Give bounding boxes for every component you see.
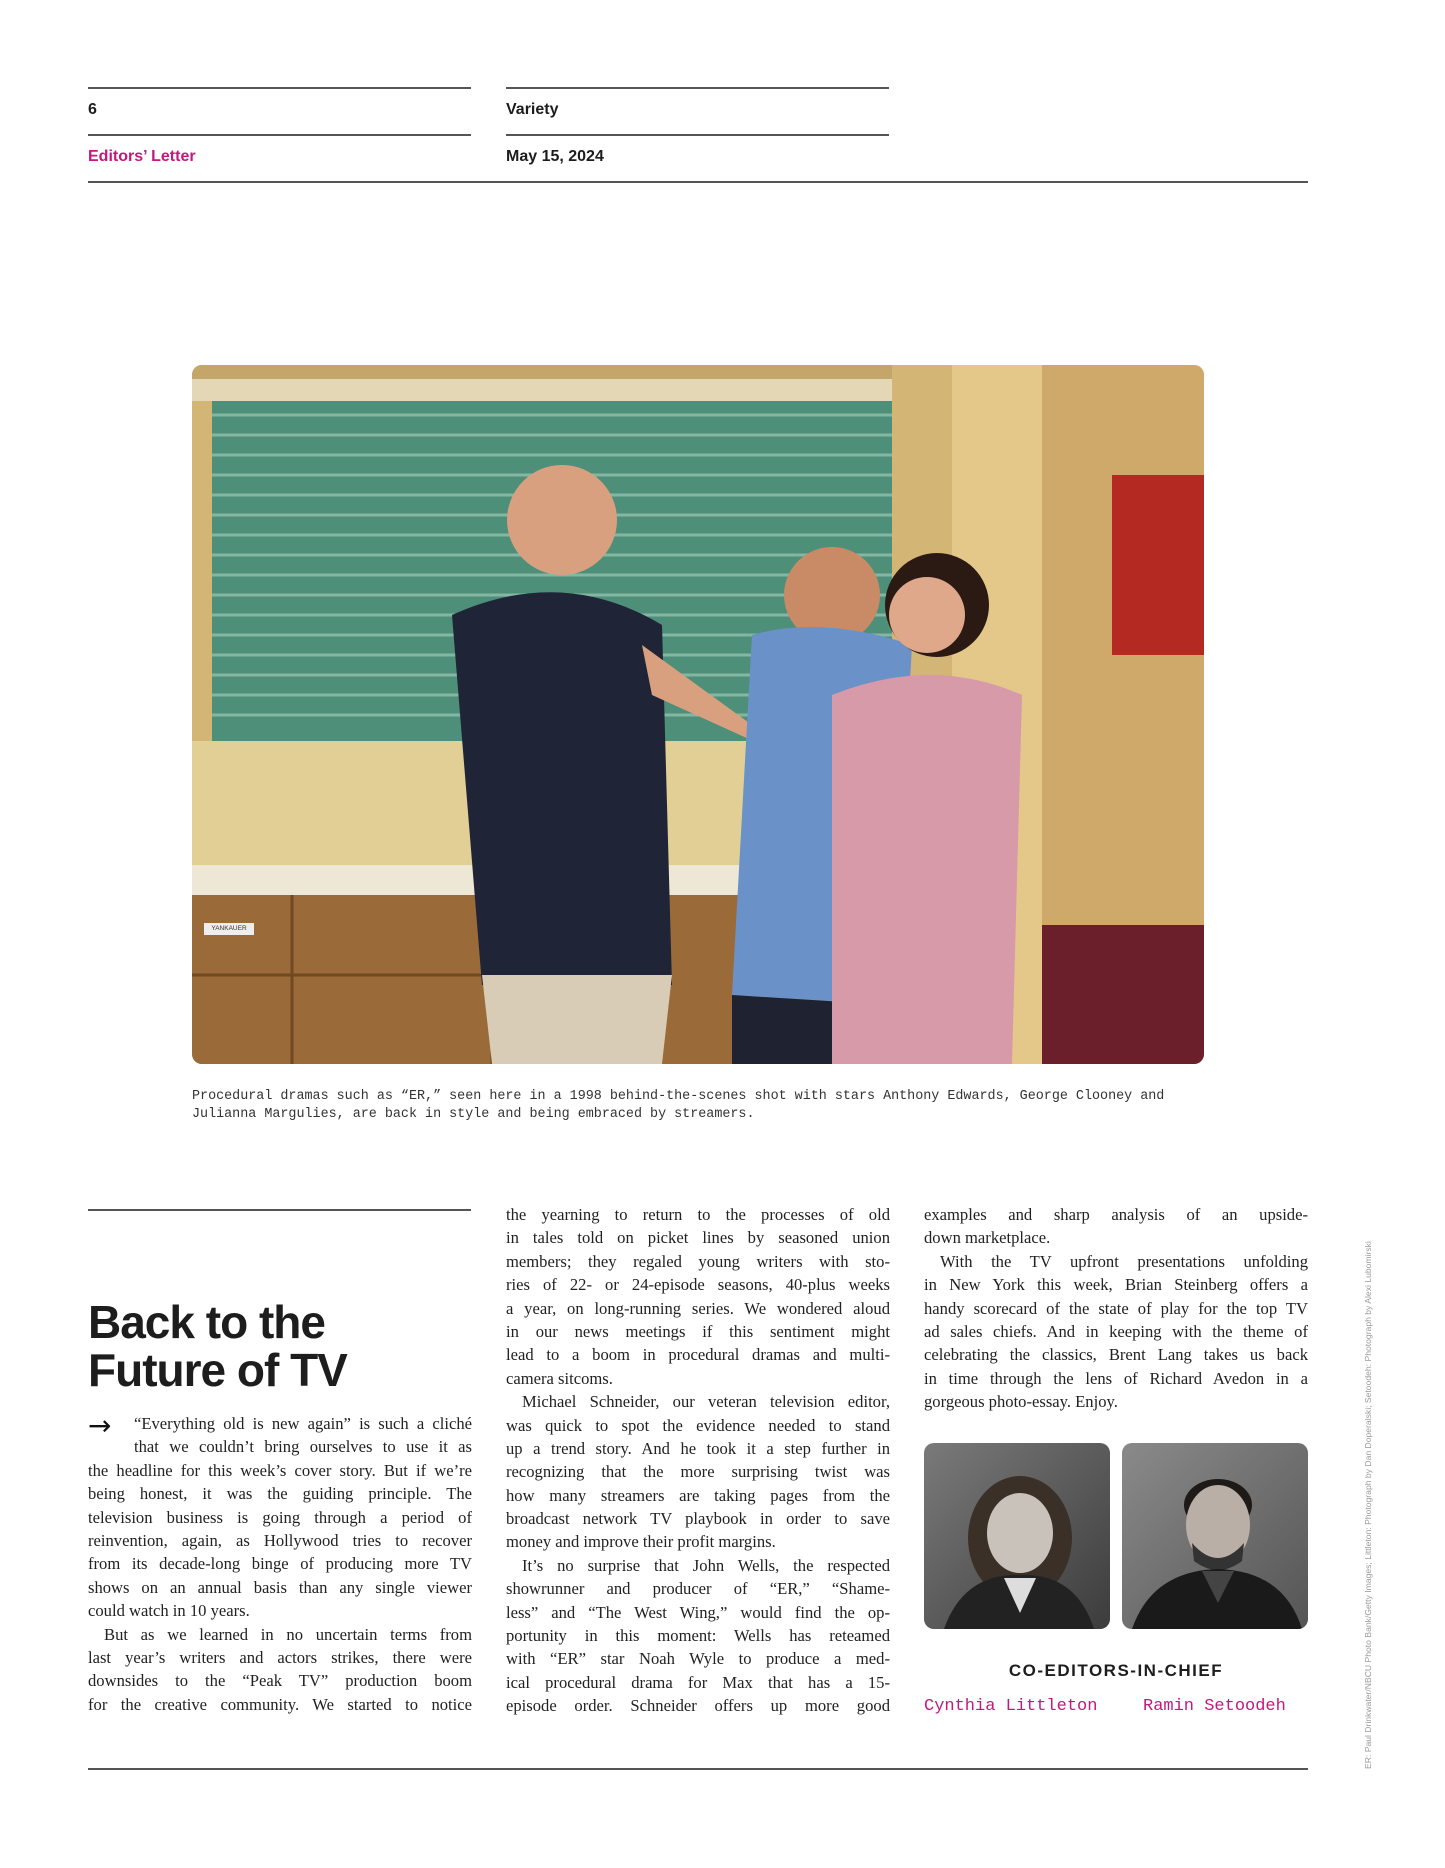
article-line: money and improve their profit margins.	[506, 1532, 776, 1552]
article-line: shows on an annual basis than any single viewer	[88, 1577, 472, 1597]
article-line: celebrating the classics, Brent Lang takes us back	[924, 1345, 1308, 1365]
article-line: in our news meetings if this sentiment might	[506, 1321, 890, 1341]
article-line: downsides to the “Peak TV” production boom	[88, 1671, 472, 1691]
photo-credit: ER: Paul Drinkwater/NBCU Photo Bank/Getty Images; Littleton: Photograph by Dan Doperalski; Setoodeh: Photograph by Alexi Lubomirski	[1363, 1241, 1373, 1769]
article-line: recognizing that the more surprising twist was	[506, 1462, 890, 1482]
article-line: that we couldn’t bring ourselves to use it as	[134, 1437, 472, 1457]
article-line: members; they regaled young writers with sto-	[506, 1251, 890, 1271]
article-line: the headline for this week’s cover story. But if we’re	[88, 1460, 472, 1480]
editor-name: Ramin Setoodeh	[1143, 1697, 1286, 1716]
article-line: reinvention, again, as Hollywood tries to recover	[88, 1530, 472, 1550]
article-line: was quick to spot the evidence needed to stand	[506, 1415, 890, 1435]
arrow-right-icon: →	[88, 1409, 112, 1442]
article-rule	[88, 1209, 471, 1211]
article-line: up a trend story. And he took it a step further in	[506, 1438, 890, 1458]
article-line: less” and “The West Wing,” would find the op-	[506, 1602, 890, 1622]
article-column-2	[506, 1203, 890, 1718]
portrait-illustration	[924, 1443, 1110, 1629]
article-column-3	[924, 1203, 1308, 1414]
publication-name: Variety	[506, 101, 559, 118]
article-line: “Everything old is new again” is such a cliché	[134, 1414, 472, 1433]
article-line: showrunner and producer of “ER,” “Shame-	[506, 1579, 890, 1599]
header-rule-full	[88, 181, 1308, 183]
article-line: ical procedural drama for Max that has a 15-	[506, 1672, 890, 1692]
article-line: broadcast network TV playbook in order to save	[506, 1509, 890, 1529]
title-line-2: Future of TV	[88, 1344, 347, 1396]
header-rule	[88, 87, 471, 89]
article-column-1	[88, 1409, 472, 1716]
article-line: gorgeous photo-essay. Enjoy.	[924, 1392, 1118, 1412]
article-line: portunity in this moment: Wells has reteamed	[506, 1626, 890, 1646]
article-title	[88, 1298, 478, 1394]
article-line: from its decade-long binge of producing more TV	[88, 1554, 472, 1574]
issue-date: May 15, 2024	[506, 148, 604, 165]
title-line-1: Back to the	[88, 1296, 325, 1348]
article-line: television business is going through a period of	[88, 1507, 472, 1527]
article-line: examples and sharp analysis of an upside-	[924, 1205, 1308, 1224]
article-line: ries of 22- or 24-episode seasons, 40-plus weeks	[506, 1275, 890, 1295]
photo-illustration	[192, 365, 1204, 1064]
article-line: down marketplace.	[924, 1228, 1051, 1248]
article-line: in time through the lens of Richard Avedon in a	[924, 1368, 1308, 1388]
header-rule	[88, 134, 471, 136]
article-line: episode order. Schneider offers up more good	[506, 1696, 890, 1716]
article-line: the yearning to return to the processes of old	[506, 1205, 890, 1224]
header-rule	[506, 87, 889, 89]
footer-rule	[88, 1768, 1308, 1770]
section-label: Editors’ Letter	[88, 148, 196, 165]
article-line: handy scorecard of the state of play for the top TV	[924, 1298, 1308, 1318]
article-line: in New York this week, Brian Steinberg offers a	[924, 1275, 1308, 1295]
article-line: could watch in 10 years.	[88, 1601, 250, 1621]
portrait-cynthia-littleton	[924, 1443, 1110, 1629]
article-line: for the creative community. We started to notice	[88, 1694, 472, 1714]
portrait-ramin-setoodeh	[1122, 1443, 1308, 1629]
article-line: being honest, it was the guiding principle. The	[88, 1484, 472, 1504]
editor-name: Cynthia Littleton	[924, 1697, 1098, 1716]
header-rule	[506, 134, 889, 136]
article-line: With the TV upfront presentations unfolding	[940, 1251, 1308, 1271]
article-line: last year’s writers and actors strikes, there were	[88, 1647, 472, 1667]
hero-photo	[192, 365, 1204, 1064]
article-line: ad sales chiefs. And in keeping with the theme of	[924, 1321, 1308, 1341]
article-line: camera sitcoms.	[506, 1368, 613, 1388]
article-line: It’s no surprise that John Wells, the respected	[522, 1555, 890, 1575]
article-line: how many streamers are taking pages from the	[506, 1485, 890, 1505]
article-line: a year, on long-running series. We wondered aloud	[506, 1298, 890, 1318]
article-line: lead to a boom in procedural dramas and multi-	[506, 1345, 890, 1365]
page-number: 6	[88, 101, 97, 118]
photo-caption: Procedural dramas such as “ER,” seen here in a 1998 behind-the-scenes shot with stars Anthony Edwards, George Clooney and Julianna Margulies, are back in style and being embraced by streamers.	[192, 1089, 1165, 1122]
article-line: with “ER” star Noah Wyle to produce a med-	[506, 1649, 890, 1669]
article-line: Michael Schneider, our veteran television editor,	[522, 1392, 890, 1412]
article-line: But as we learned in no uncertain terms from	[104, 1624, 472, 1644]
portrait-illustration	[1122, 1443, 1308, 1629]
article-line: in tales told on picket lines by seasoned union	[506, 1228, 890, 1248]
co-editors-heading: CO-EDITORS-IN-CHIEF	[1008, 1661, 1224, 1680]
drawer-label: YANKAUER	[204, 923, 254, 935]
